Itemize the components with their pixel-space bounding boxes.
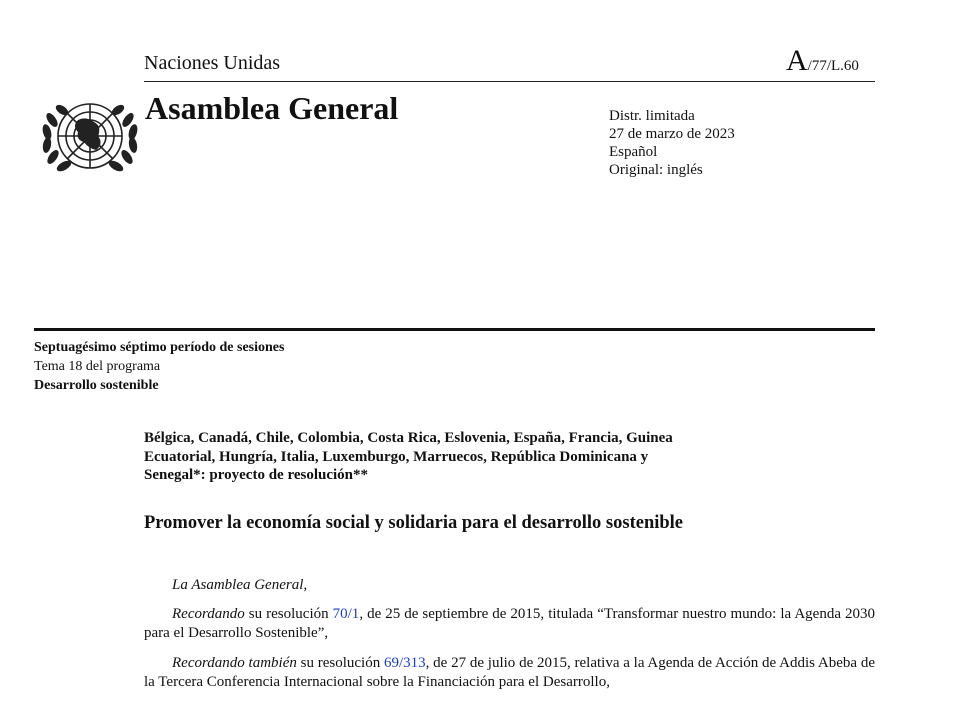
symbol-number: /77/L.60 xyxy=(807,58,859,74)
p1-pre: su resolución xyxy=(244,606,333,622)
symbol-prefix: A xyxy=(786,44,808,77)
resolution-body xyxy=(144,576,875,692)
p1-resolution-link[interactable]: 70/1 xyxy=(332,606,360,622)
agenda-item: Tema 18 del programa xyxy=(34,359,161,374)
opening-text: La Asamblea General, xyxy=(172,577,308,593)
sponsors-line: Bélgica, Canadá, Chile, Colombia, Costa Rica, Eslovenia, España, Francia, Guinea Ecuatorial, Hungría, Italia, Luxemburgo, Marruecos, República Dominicana y Senegal*: proyecto de resolución** xyxy=(144,430,673,483)
un-emblem-icon xyxy=(38,90,142,178)
session-block xyxy=(34,338,284,395)
distribution-block xyxy=(609,107,735,179)
preamble-paragraph-2 xyxy=(144,654,875,692)
p1-lead: Recordando xyxy=(172,606,245,622)
document-language: Español xyxy=(609,144,658,160)
p2-pre: su resolución xyxy=(296,655,384,671)
organization-name: Naciones Unidas xyxy=(144,52,281,74)
original-language: Original: inglés xyxy=(609,162,703,178)
preamble-paragraph-1 xyxy=(144,605,875,643)
p2-post: , de 27 de julio de 2015, relativa a la Agenda de Acción de Addis Abeba de la Tercera Conferencia Internacional sobre la Financiación para el Desarrollo, xyxy=(144,655,875,690)
document-date: 27 de marzo de 2023 xyxy=(609,126,735,142)
header-rule xyxy=(144,81,875,82)
assembly-title: Asamblea General xyxy=(145,90,399,126)
resolution-title: Promover la economía social y solidaria para el desarrollo sostenible xyxy=(144,513,684,533)
session-title: Septuagésimo séptimo período de sesiones xyxy=(34,340,285,355)
p2-lead: Recordando también xyxy=(172,655,297,671)
distribution-status: Distr. limitada xyxy=(609,108,695,124)
opening-paragraph xyxy=(144,576,875,595)
agenda-topic: Desarrollo sostenible xyxy=(34,378,159,393)
section-rule xyxy=(34,328,875,331)
document-symbol xyxy=(786,44,859,78)
p2-resolution-link[interactable]: 69/313 xyxy=(383,655,426,671)
p1-post: , de 25 de septiembre de 2015, titulada “Transformar nuestro mundo: la Agenda 2030 para el Desarrollo Sostenible”, xyxy=(144,606,876,641)
